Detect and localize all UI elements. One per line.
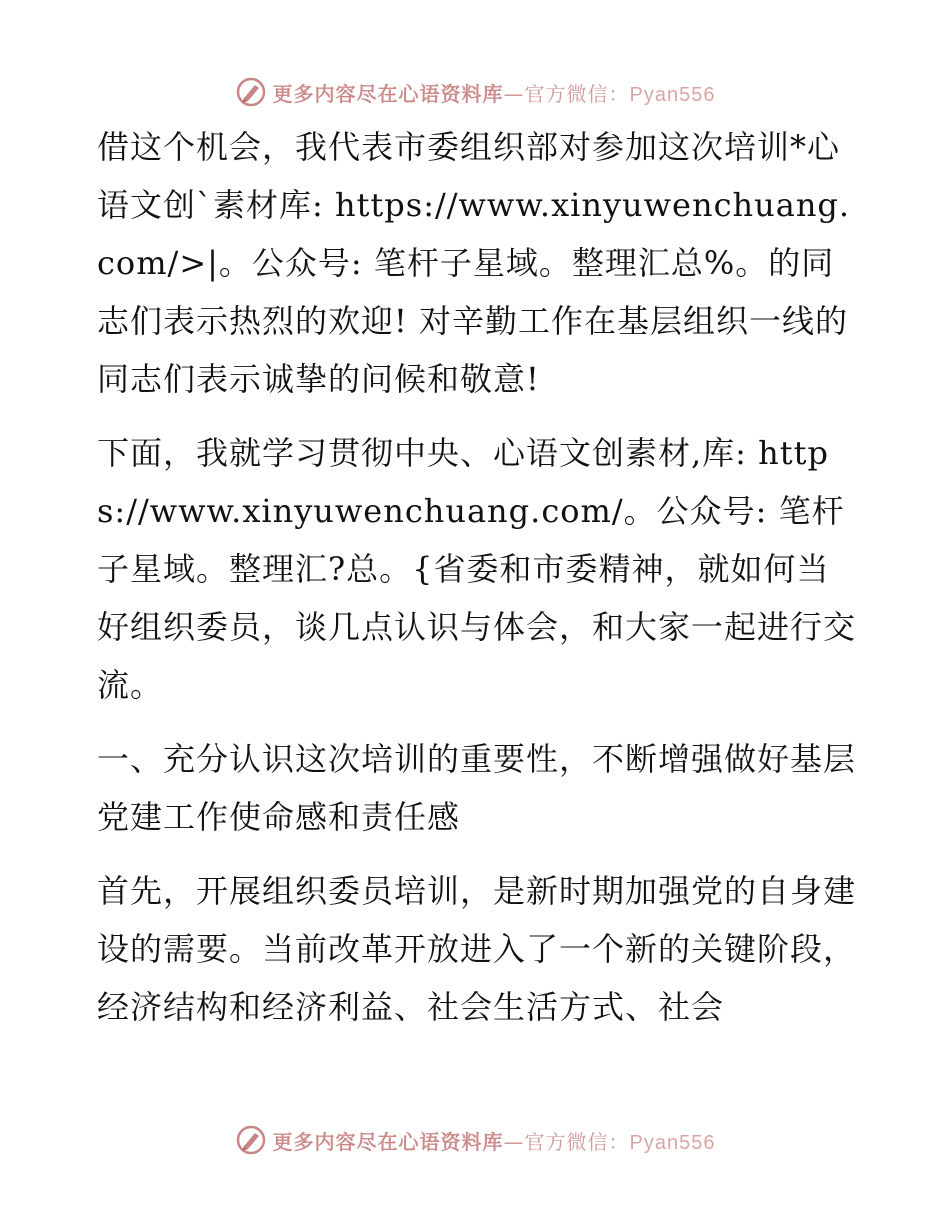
paragraph-welcome: 借这个机会，我代表市委组织部对参加这次培训*心语文创`素材库: https://www.xinyuwenchuang.com/>|。公众号: 笔杆子星域。整理汇总%。的同志们表示热烈的欢迎! 对辛勤工作在基层组织一线的同志们表示诚挚的问候和敬意! bbox=[97, 128, 851, 398]
header-contact-label: —官方微信： bbox=[503, 81, 630, 106]
pen-logo-icon bbox=[235, 1124, 267, 1156]
section-heading-one: 一、充分认识这次培训的重要性，不断增强做好基层党建工作使命感和责任感 bbox=[97, 740, 857, 836]
header-watermark-banner bbox=[0, 72, 950, 112]
pen-logo-icon bbox=[235, 76, 267, 108]
footer-brand-text: 更多内容尽在心语资料库 bbox=[272, 1129, 504, 1154]
footer-watermark-banner bbox=[0, 1120, 950, 1160]
paragraph-introduction: 下面，我就学习贯彻中央、心语文创素材,库: https://www.xinyuwenchuang.com/。公众号: 笔杆子星域。整理汇?总。{省委和市委精神，就如何当好组织委员，谈几点认识与体会，和大家一起进行交流。 bbox=[97, 434, 857, 704]
paragraph-first-point: 首先，开展组织委员培训，是新时期加强党的自身建设的需要。当前改革开放进入了一个新的关键阶段，经济结构和经济利益、社会生活方式、社会 bbox=[97, 872, 857, 1026]
footer-wechat-handle: Pyan556 bbox=[629, 1131, 716, 1154]
header-contact-text bbox=[504, 78, 716, 107]
header-wechat-handle: Pyan556 bbox=[629, 83, 716, 106]
header-brand-text: 更多内容尽在心语资料库 bbox=[272, 81, 504, 106]
footer-contact-label: —官方微信： bbox=[503, 1129, 630, 1154]
footer-contact-text bbox=[504, 1126, 716, 1155]
document-body bbox=[97, 118, 857, 1036]
